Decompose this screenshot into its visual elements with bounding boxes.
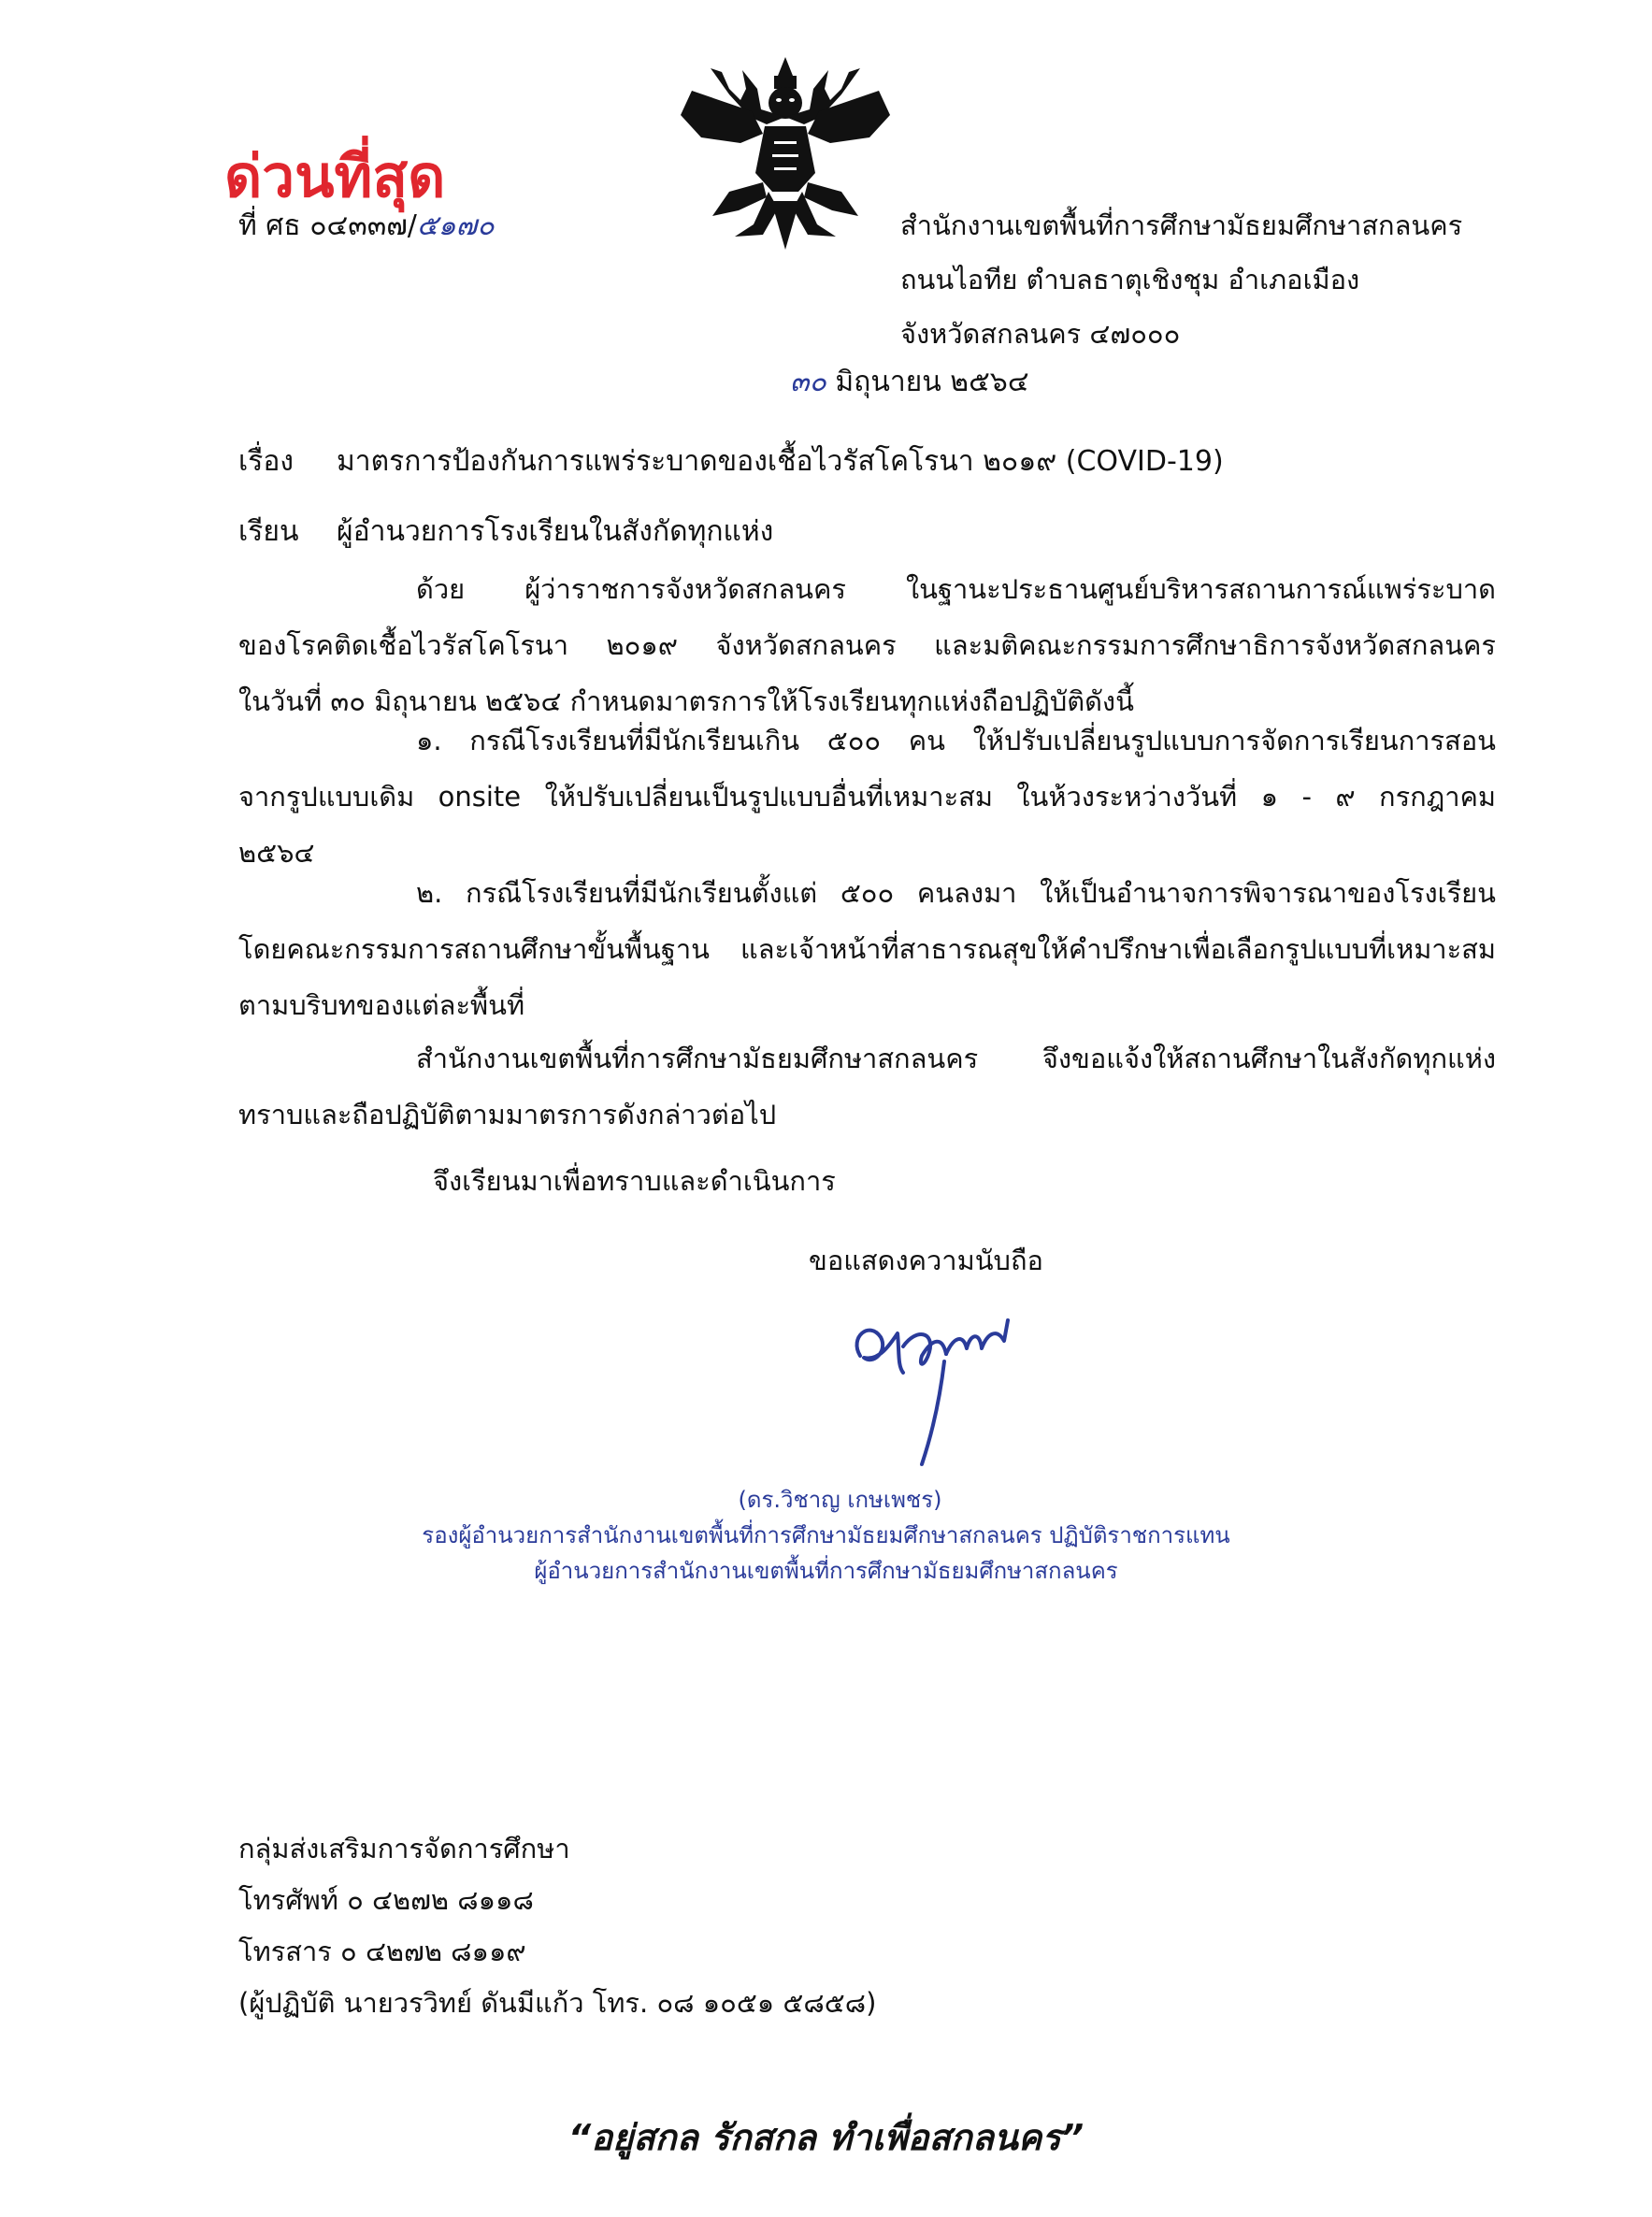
contact-block (238, 1823, 876, 2029)
signatory-name: (ดร.วิชาญ เกษเพชร) (738, 1487, 942, 1513)
contact-officer: (ผู้ปฏิบัติ นายวรวิทย์ ดันมีแก้ว โทร. ๐๘ ๑๐๕๑ ๕๘๕๘) (238, 1987, 877, 2019)
subject-label: เรื่อง (238, 445, 294, 478)
subject-text: มาตรการป้องกันการแพร่ระบาดของเชื้อไวรัสโคโรนา ๒๐๑๙ (COVID-19) (337, 445, 1224, 478)
contact-phone: โทรศัพท์ ๐ ๔๒๗๒ ๘๑๑๘ (238, 1884, 534, 1916)
paragraph-line: ๒๕๖๔ (238, 837, 315, 869)
intro-paragraph (238, 561, 1496, 729)
measure-item-2 (238, 865, 1496, 1033)
office-line: สำนักงานเขตพื้นที่การศึกษามัธยมศึกษาสกลนคร (900, 209, 1463, 241)
garuda-emblem-icon (673, 51, 898, 252)
paragraph-line: ตามบริบทของแต่ละพื้นที่ (238, 989, 525, 1021)
date-month-year: มิถุนายน ๒๕๖๔ (835, 366, 1029, 398)
office-line: ถนนไอทีย ตำบลธาตุเชิงชุม อำเภอเมือง (900, 264, 1360, 295)
handwritten-signature (832, 1300, 1047, 1468)
letter-date (790, 360, 1029, 404)
reference-number (238, 204, 495, 248)
urgency-stamp: ด่วนที่สุด (224, 142, 446, 210)
closing-line: จึงเรียนมาเพื่อทราบและดำเนินการ (433, 1165, 836, 1197)
office-line: จังหวัดสกลนคร ๔๗๐๐๐ (900, 318, 1181, 350)
signatory-block (0, 1482, 1652, 1589)
paragraph-line: ของโรคติดเชื้อไวรัสโคโรนา ๒๐๑๙ จังหวัดสกลนคร และมติคณะกรรมการศึกษาธิการจังหวัดสกลนคร (238, 629, 1496, 661)
recipient-label: เรียน (238, 515, 299, 548)
measure-item-1 (238, 713, 1496, 881)
paragraph-line: ในวันที่ ๓๐ มิถุนายน ๒๕๖๔ กำหนดมาตรการให้โรงเรียนทุกแห่งถือปฏิบัติดังนี้ (238, 685, 1134, 717)
slogan: “อยู่สกล รักสกล ทำเพื่อสกลนคร” (567, 2117, 1085, 2158)
notice-paragraph (238, 1030, 1496, 1143)
signatory-position-line: รองผู้อำนวยการสำนักงานเขตพื้นที่การศึกษามัธยมศึกษาสกลนคร ปฏิบัติราชการแทน (422, 1522, 1230, 1548)
recipient-line (238, 510, 773, 554)
paragraph-line: ๑. กรณีโรงเรียนที่มีนักเรียนเกิน ๕๐๐ คน ให้ปรับเปลี่ยนรูปแบบการจัดการเรียนการสอน (416, 725, 1496, 756)
contact-department: กลุ่มส่งเสริมการจัดการศึกษา (238, 1833, 570, 1864)
contact-fax: โทรสาร ๐ ๔๒๗๒ ๘๑๑๙ (238, 1936, 526, 1967)
paragraph-line: โดยคณะกรรมการสถานศึกษาขั้นพื้นฐาน และเจ้าหน้าที่สาธารณสุขให้คำปรึกษาเพื่อเลือกรูปแบบที่เหมาะสม (238, 933, 1496, 965)
signatory-position-line: ผู้อำนวยการสำนักงานเขตพื้นที่การศึกษามัธยมศึกษาสกลนคร (534, 1558, 1118, 1584)
date-day-handwritten: ๓๐ (790, 366, 826, 398)
paragraph-line: ด้วย ผู้ว่าราชการจังหวัดสกลนคร ในฐานะประธานศูนย์บริหารสถานการณ์แพร่ระบาด (416, 573, 1496, 605)
reference-handwritten-number: ๕๑๗๐ (416, 209, 495, 242)
paragraph-line: ทราบและถือปฏิบัติตามมาตรการดังกล่าวต่อไป (238, 1099, 777, 1130)
recipient-text: ผู้อำนวยการโรงเรียนในสังกัดทุกแห่ง (337, 515, 774, 548)
paragraph-line: ๒. กรณีโรงเรียนที่มีนักเรียนตั้งแต่ ๕๐๐ คนลงมา ให้เป็นอำนาจการพิจารณาของโรงเรียน (416, 877, 1496, 909)
subject-line (238, 439, 1224, 483)
paragraph-line: จากรูปแบบเดิม onsite ให้ปรับเปลี่ยนเป็นรูปแบบอื่นที่เหมาะสม ในห้วงระหว่างวันที่ ๑ - ๙ กรกฎาคม (238, 781, 1496, 813)
reference-prefix: ที่ ศธ ๐๔๓๓๗/ (238, 209, 417, 242)
regards-line: ขอแสดงความนับถือ (809, 1245, 1043, 1276)
sender-office-address (900, 198, 1462, 361)
paragraph-line: สำนักงานเขตพื้นที่การศึกษามัธยมศึกษาสกลนคร จึงขอแจ้งให้สถานศึกษาในสังกัดทุกแห่ง (416, 1043, 1496, 1074)
